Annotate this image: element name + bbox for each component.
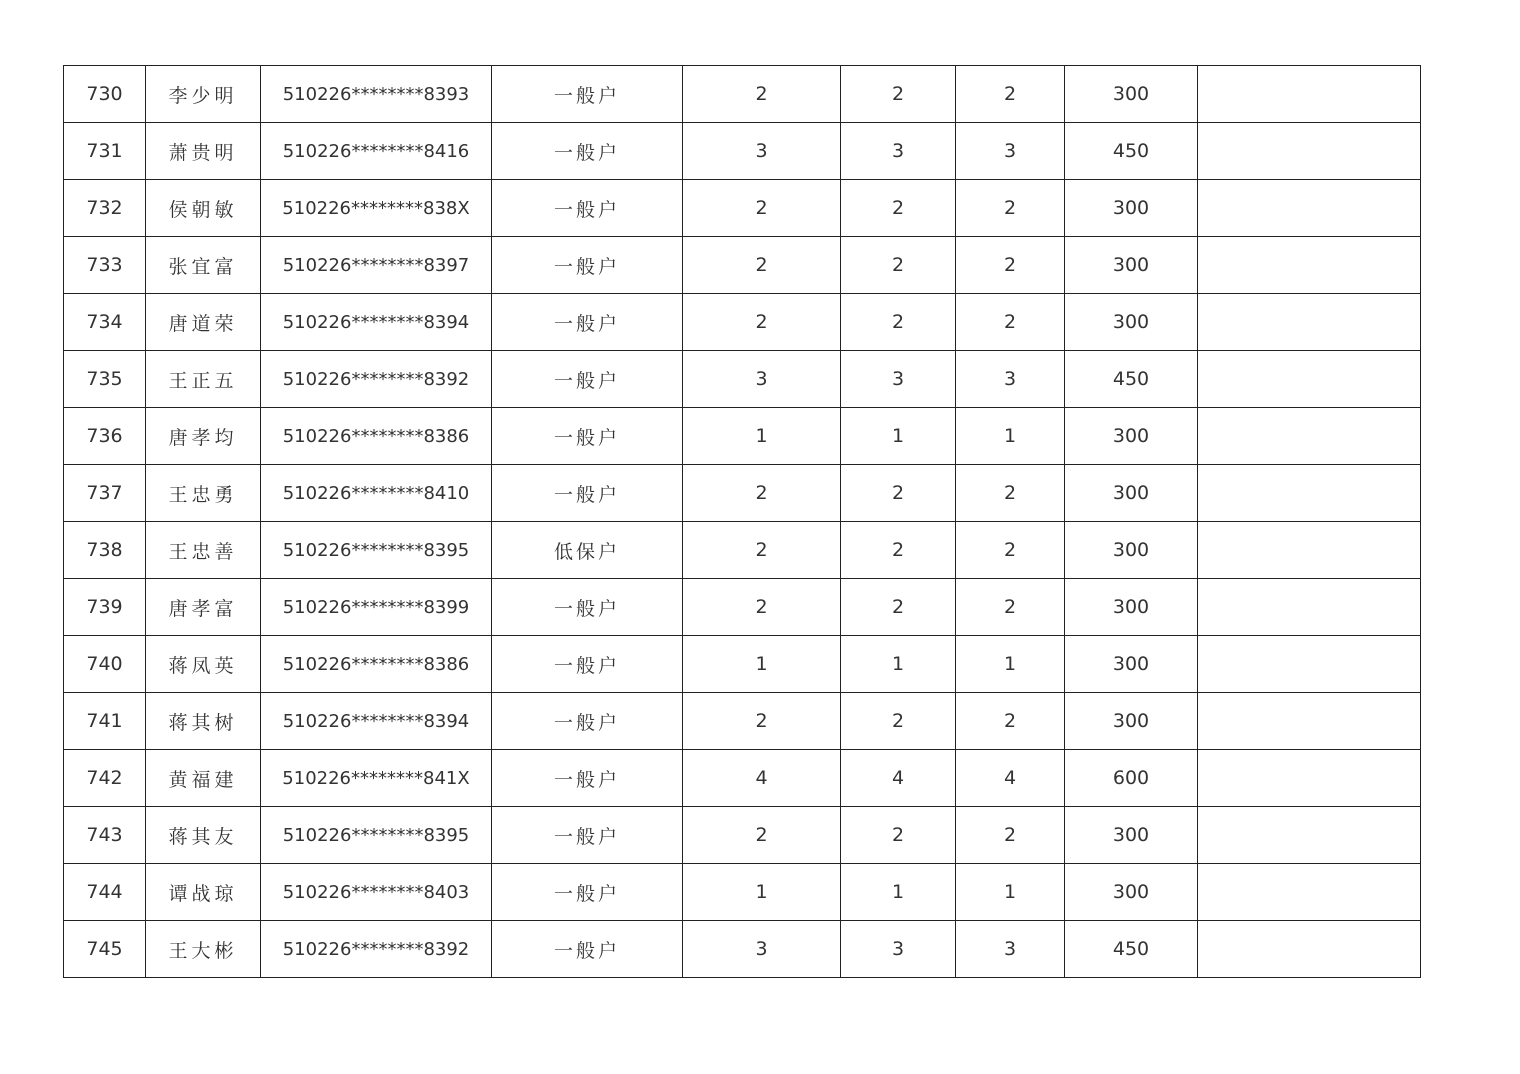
name-cell: 蒋其树 bbox=[146, 693, 261, 750]
id-number-cell: 510226********8394 bbox=[261, 294, 492, 351]
note-cell bbox=[1198, 465, 1421, 522]
table-row bbox=[64, 180, 1421, 237]
row-number-cell: 743 bbox=[64, 807, 146, 864]
count-cell-2: 2 bbox=[841, 579, 956, 636]
count-cell-1: 2 bbox=[683, 522, 841, 579]
household-type-cell: 一般户 bbox=[492, 693, 683, 750]
id-number-cell: 510226********8395 bbox=[261, 807, 492, 864]
row-number-cell: 735 bbox=[64, 351, 146, 408]
count-cell-3: 2 bbox=[956, 66, 1065, 123]
table-row bbox=[64, 408, 1421, 465]
row-number-cell: 742 bbox=[64, 750, 146, 807]
amount-cell: 300 bbox=[1065, 465, 1198, 522]
note-cell bbox=[1198, 522, 1421, 579]
count-cell-2: 3 bbox=[841, 921, 956, 978]
row-number-cell: 734 bbox=[64, 294, 146, 351]
count-cell-3: 3 bbox=[956, 921, 1065, 978]
note-cell bbox=[1198, 180, 1421, 237]
row-number-cell: 745 bbox=[64, 921, 146, 978]
note-cell bbox=[1198, 693, 1421, 750]
amount-cell: 300 bbox=[1065, 237, 1198, 294]
household-type-cell: 一般户 bbox=[492, 636, 683, 693]
row-number-cell: 740 bbox=[64, 636, 146, 693]
household-type-cell: 一般户 bbox=[492, 351, 683, 408]
table-body bbox=[64, 66, 1421, 978]
name-cell: 王正五 bbox=[146, 351, 261, 408]
table-row bbox=[64, 579, 1421, 636]
count-cell-2: 1 bbox=[841, 864, 956, 921]
count-cell-3: 2 bbox=[956, 294, 1065, 351]
name-cell: 蒋凤英 bbox=[146, 636, 261, 693]
count-cell-3: 1 bbox=[956, 636, 1065, 693]
amount-cell: 300 bbox=[1065, 408, 1198, 465]
name-cell: 谭战琼 bbox=[146, 864, 261, 921]
note-cell bbox=[1198, 921, 1421, 978]
table-row bbox=[64, 921, 1421, 978]
household-type-cell: 一般户 bbox=[492, 807, 683, 864]
id-number-cell: 510226********8416 bbox=[261, 123, 492, 180]
amount-cell: 300 bbox=[1065, 522, 1198, 579]
count-cell-2: 2 bbox=[841, 180, 956, 237]
count-cell-1: 2 bbox=[683, 579, 841, 636]
amount-cell: 300 bbox=[1065, 864, 1198, 921]
amount-cell: 300 bbox=[1065, 180, 1198, 237]
count-cell-3: 2 bbox=[956, 807, 1065, 864]
note-cell bbox=[1198, 66, 1421, 123]
household-type-cell: 一般户 bbox=[492, 237, 683, 294]
table-row bbox=[64, 294, 1421, 351]
id-number-cell: 510226********8386 bbox=[261, 636, 492, 693]
name-cell: 王忠勇 bbox=[146, 465, 261, 522]
name-cell: 李少明 bbox=[146, 66, 261, 123]
household-type-cell: 一般户 bbox=[492, 408, 683, 465]
amount-cell: 300 bbox=[1065, 807, 1198, 864]
id-number-cell: 510226********838X bbox=[261, 180, 492, 237]
id-number-cell: 510226********8395 bbox=[261, 522, 492, 579]
name-cell: 唐道荣 bbox=[146, 294, 261, 351]
count-cell-3: 1 bbox=[956, 408, 1065, 465]
count-cell-1: 4 bbox=[683, 750, 841, 807]
id-number-cell: 510226********8386 bbox=[261, 408, 492, 465]
count-cell-2: 2 bbox=[841, 693, 956, 750]
household-type-cell: 低保户 bbox=[492, 522, 683, 579]
count-cell-1: 3 bbox=[683, 123, 841, 180]
row-number-cell: 739 bbox=[64, 579, 146, 636]
id-number-cell: 510226********841X bbox=[261, 750, 492, 807]
count-cell-1: 2 bbox=[683, 66, 841, 123]
amount-cell: 300 bbox=[1065, 636, 1198, 693]
id-number-cell: 510226********8410 bbox=[261, 465, 492, 522]
note-cell bbox=[1198, 807, 1421, 864]
row-number-cell: 741 bbox=[64, 693, 146, 750]
count-cell-2: 3 bbox=[841, 123, 956, 180]
amount-cell: 300 bbox=[1065, 693, 1198, 750]
id-number-cell: 510226********8399 bbox=[261, 579, 492, 636]
count-cell-2: 1 bbox=[841, 636, 956, 693]
amount-cell: 450 bbox=[1065, 921, 1198, 978]
table-row bbox=[64, 522, 1421, 579]
amount-cell: 300 bbox=[1065, 579, 1198, 636]
name-cell: 蒋其友 bbox=[146, 807, 261, 864]
table-row bbox=[64, 807, 1421, 864]
count-cell-1: 2 bbox=[683, 294, 841, 351]
household-type-cell: 一般户 bbox=[492, 864, 683, 921]
household-type-cell: 一般户 bbox=[492, 921, 683, 978]
count-cell-1: 3 bbox=[683, 351, 841, 408]
count-cell-1: 3 bbox=[683, 921, 841, 978]
count-cell-2: 2 bbox=[841, 66, 956, 123]
id-number-cell: 510226********8397 bbox=[261, 237, 492, 294]
count-cell-2: 2 bbox=[841, 237, 956, 294]
amount-cell: 300 bbox=[1065, 66, 1198, 123]
amount-cell: 450 bbox=[1065, 123, 1198, 180]
note-cell bbox=[1198, 636, 1421, 693]
count-cell-3: 3 bbox=[956, 123, 1065, 180]
count-cell-2: 4 bbox=[841, 750, 956, 807]
name-cell: 萧贵明 bbox=[146, 123, 261, 180]
row-number-cell: 738 bbox=[64, 522, 146, 579]
count-cell-3: 2 bbox=[956, 579, 1065, 636]
household-type-cell: 一般户 bbox=[492, 750, 683, 807]
name-cell: 王大彬 bbox=[146, 921, 261, 978]
household-type-cell: 一般户 bbox=[492, 123, 683, 180]
row-number-cell: 730 bbox=[64, 66, 146, 123]
household-type-cell: 一般户 bbox=[492, 66, 683, 123]
count-cell-1: 2 bbox=[683, 237, 841, 294]
table-row bbox=[64, 351, 1421, 408]
table-row bbox=[64, 123, 1421, 180]
household-table bbox=[63, 65, 1421, 978]
name-cell: 侯朝敏 bbox=[146, 180, 261, 237]
row-number-cell: 732 bbox=[64, 180, 146, 237]
id-number-cell: 510226********8403 bbox=[261, 864, 492, 921]
note-cell bbox=[1198, 294, 1421, 351]
count-cell-3: 2 bbox=[956, 522, 1065, 579]
row-number-cell: 731 bbox=[64, 123, 146, 180]
count-cell-1: 2 bbox=[683, 180, 841, 237]
note-cell bbox=[1198, 408, 1421, 465]
amount-cell: 450 bbox=[1065, 351, 1198, 408]
id-number-cell: 510226********8393 bbox=[261, 66, 492, 123]
count-cell-3: 2 bbox=[956, 180, 1065, 237]
table-row bbox=[64, 864, 1421, 921]
row-number-cell: 736 bbox=[64, 408, 146, 465]
count-cell-2: 2 bbox=[841, 807, 956, 864]
note-cell bbox=[1198, 123, 1421, 180]
id-number-cell: 510226********8394 bbox=[261, 693, 492, 750]
count-cell-2: 2 bbox=[841, 465, 956, 522]
household-type-cell: 一般户 bbox=[492, 579, 683, 636]
note-cell bbox=[1198, 579, 1421, 636]
note-cell bbox=[1198, 864, 1421, 921]
name-cell: 王忠善 bbox=[146, 522, 261, 579]
count-cell-2: 2 bbox=[841, 294, 956, 351]
id-number-cell: 510226********8392 bbox=[261, 921, 492, 978]
household-type-cell: 一般户 bbox=[492, 465, 683, 522]
name-cell: 唐孝均 bbox=[146, 408, 261, 465]
table-row bbox=[64, 465, 1421, 522]
count-cell-1: 1 bbox=[683, 864, 841, 921]
note-cell bbox=[1198, 750, 1421, 807]
household-type-cell: 一般户 bbox=[492, 180, 683, 237]
note-cell bbox=[1198, 237, 1421, 294]
count-cell-2: 1 bbox=[841, 408, 956, 465]
table-row bbox=[64, 636, 1421, 693]
count-cell-3: 2 bbox=[956, 465, 1065, 522]
table-row bbox=[64, 693, 1421, 750]
count-cell-3: 3 bbox=[956, 351, 1065, 408]
count-cell-1: 2 bbox=[683, 693, 841, 750]
name-cell: 唐孝富 bbox=[146, 579, 261, 636]
table-row bbox=[64, 237, 1421, 294]
count-cell-2: 2 bbox=[841, 522, 956, 579]
amount-cell: 600 bbox=[1065, 750, 1198, 807]
note-cell bbox=[1198, 351, 1421, 408]
count-cell-2: 3 bbox=[841, 351, 956, 408]
count-cell-1: 2 bbox=[683, 807, 841, 864]
table-row bbox=[64, 66, 1421, 123]
table-row bbox=[64, 750, 1421, 807]
name-cell: 黄福建 bbox=[146, 750, 261, 807]
count-cell-1: 2 bbox=[683, 465, 841, 522]
count-cell-3: 1 bbox=[956, 864, 1065, 921]
count-cell-3: 2 bbox=[956, 693, 1065, 750]
row-number-cell: 744 bbox=[64, 864, 146, 921]
row-number-cell: 737 bbox=[64, 465, 146, 522]
name-cell: 张宜富 bbox=[146, 237, 261, 294]
count-cell-3: 2 bbox=[956, 237, 1065, 294]
count-cell-1: 1 bbox=[683, 408, 841, 465]
amount-cell: 300 bbox=[1065, 294, 1198, 351]
household-type-cell: 一般户 bbox=[492, 294, 683, 351]
count-cell-1: 1 bbox=[683, 636, 841, 693]
row-number-cell: 733 bbox=[64, 237, 146, 294]
count-cell-3: 4 bbox=[956, 750, 1065, 807]
id-number-cell: 510226********8392 bbox=[261, 351, 492, 408]
